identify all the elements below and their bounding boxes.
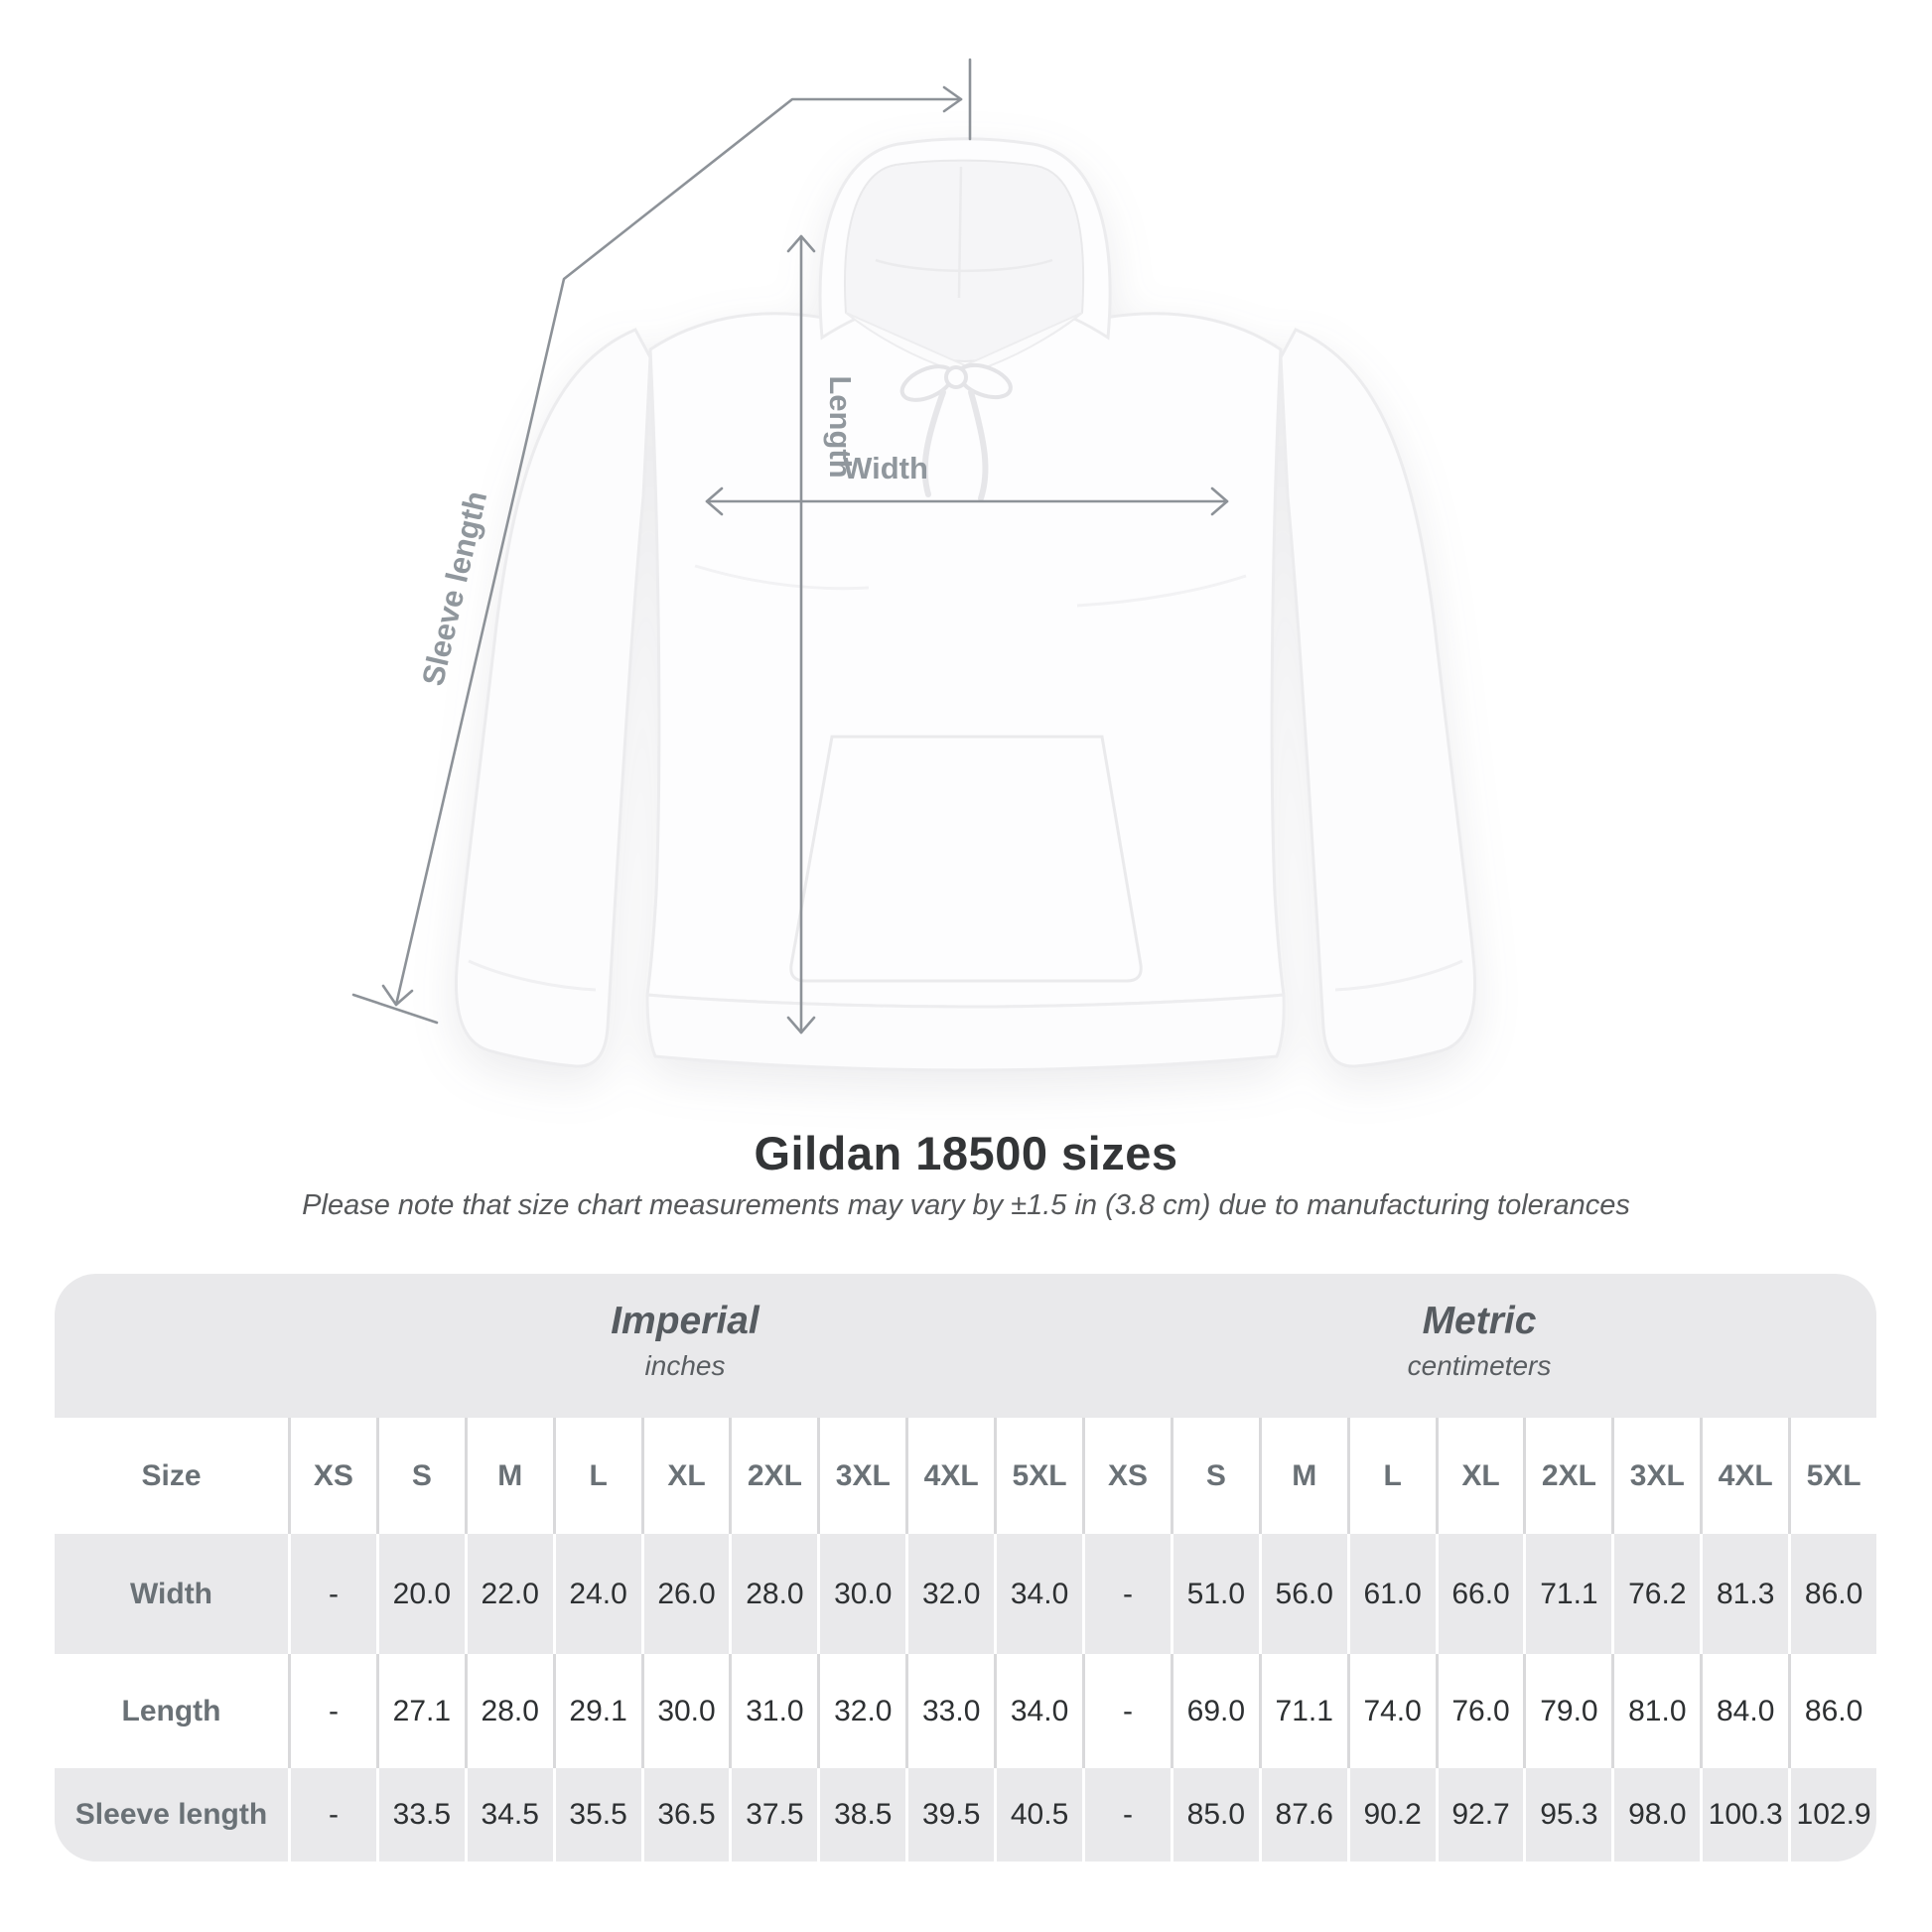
imperial-label: Imperial xyxy=(611,1300,759,1342)
sleeve-value-cell: 36.5 xyxy=(641,1768,730,1862)
length-row xyxy=(55,1654,1876,1768)
page-title: Gildan 18500 sizes xyxy=(754,1127,1178,1179)
length-value-cell: 84.0 xyxy=(1700,1654,1788,1768)
sleeve-value-cell: 34.5 xyxy=(465,1768,553,1862)
sleeve-value-cell: 38.5 xyxy=(817,1768,905,1862)
tolerance-note: Please note that size chart measurements may vary by ±1.5 in (3.8 cm) due to manufacturing tolerances xyxy=(302,1189,1630,1221)
sleeve-row-label: Sleeve length xyxy=(74,1798,268,1831)
length-value-cell: 31.0 xyxy=(729,1654,817,1768)
unit-band xyxy=(55,1274,1876,1418)
width-value-cell: 30.0 xyxy=(817,1534,905,1654)
hoodie-pocket xyxy=(791,737,1141,981)
width-value-cell: 86.0 xyxy=(1788,1534,1876,1654)
length-value-cell: 32.0 xyxy=(817,1654,905,1768)
size-column-header: S xyxy=(376,1418,465,1534)
width-value-cell: 76.2 xyxy=(1611,1534,1700,1654)
length-value-cell: 27.1 xyxy=(376,1654,465,1768)
sleeve-value-cell: - xyxy=(1082,1768,1171,1862)
length-value-cell: 86.0 xyxy=(1788,1654,1876,1768)
length-value-cell: 74.0 xyxy=(1347,1654,1436,1768)
sleeve-value-cell: 90.2 xyxy=(1347,1768,1436,1862)
size-column-header: XL xyxy=(641,1418,730,1534)
size-column-header: XL xyxy=(1436,1418,1524,1534)
width-value-cell: 71.1 xyxy=(1523,1534,1611,1654)
size-column-header: M xyxy=(465,1418,553,1534)
size-table xyxy=(55,1274,1876,1862)
sleeve-value-cell: 102.9 xyxy=(1788,1768,1876,1862)
width-value-cell: 20.0 xyxy=(376,1534,465,1654)
sleeve-value-cell: - xyxy=(288,1768,376,1862)
width-value-cell: 28.0 xyxy=(729,1534,817,1654)
imperial-unit: inches xyxy=(644,1349,726,1381)
length-row-label: Length xyxy=(121,1694,221,1727)
width-value-cell: 24.0 xyxy=(553,1534,641,1654)
width-value-cell: 51.0 xyxy=(1171,1534,1259,1654)
width-value-cell: 56.0 xyxy=(1259,1534,1347,1654)
length-value-cell: 69.0 xyxy=(1171,1654,1259,1768)
size-column-header: 5XL xyxy=(1788,1418,1876,1534)
sleeve-value-cell: 35.5 xyxy=(553,1768,641,1862)
width-value-cell: 34.0 xyxy=(994,1534,1082,1654)
sleeve-value-cell: 85.0 xyxy=(1171,1768,1259,1862)
size-header-label: Size xyxy=(141,1458,202,1492)
length-value-cell: 28.0 xyxy=(465,1654,553,1768)
length-value-cell: - xyxy=(1082,1654,1171,1768)
hoodie-illustration xyxy=(456,139,1474,1070)
length-value-cell: 29.1 xyxy=(553,1654,641,1768)
imperial-group xyxy=(288,1298,1082,1385)
length-value-cell: 33.0 xyxy=(905,1654,994,1768)
length-value-cell: 71.1 xyxy=(1259,1654,1347,1768)
width-label: Width xyxy=(843,451,928,485)
size-column-header: 4XL xyxy=(1700,1418,1788,1534)
length-value-cell: 34.0 xyxy=(994,1654,1082,1768)
metric-group xyxy=(1082,1298,1876,1385)
width-row xyxy=(55,1534,1876,1654)
size-column-header: L xyxy=(1347,1418,1436,1534)
sleeve-value-cell: 37.5 xyxy=(729,1768,817,1862)
sleeve-value-cell: 87.6 xyxy=(1259,1768,1347,1862)
sleeve-value-cell: 92.7 xyxy=(1436,1768,1524,1862)
width-value-cell: 66.0 xyxy=(1436,1534,1524,1654)
size-header-row xyxy=(55,1418,1876,1534)
metric-unit: centimeters xyxy=(1407,1349,1552,1381)
width-value-cell: 81.3 xyxy=(1700,1534,1788,1654)
hoodie-right-sleeve xyxy=(1281,330,1475,1066)
size-column-header: 2XL xyxy=(1523,1418,1611,1534)
hoodie-hem xyxy=(647,995,1284,1070)
length-value-cell: - xyxy=(288,1654,376,1768)
width-value-cell: 61.0 xyxy=(1347,1534,1436,1654)
length-value-cell: 76.0 xyxy=(1436,1654,1524,1768)
size-column-header: L xyxy=(553,1418,641,1534)
sleeve-length-label: Sleeve length xyxy=(415,487,494,689)
sleeve-value-cell: 98.0 xyxy=(1611,1768,1700,1862)
size-column-header: XS xyxy=(1082,1418,1171,1534)
sleeve-value-cell: 39.5 xyxy=(905,1768,994,1862)
hoodie-left-sleeve xyxy=(456,330,650,1066)
length-value-cell: 30.0 xyxy=(641,1654,730,1768)
size-column-header: M xyxy=(1259,1418,1347,1534)
size-column-header: 3XL xyxy=(1611,1418,1700,1534)
size-column-header: 5XL xyxy=(994,1418,1082,1534)
metric-label: Metric xyxy=(1422,1300,1537,1342)
width-row-label: Width xyxy=(129,1577,213,1610)
width-value-cell: 22.0 xyxy=(465,1534,553,1654)
width-value-cell: - xyxy=(288,1534,376,1654)
sleeve-value-cell: 33.5 xyxy=(376,1768,465,1862)
size-column-header: 2XL xyxy=(729,1418,817,1534)
length-value-cell: 79.0 xyxy=(1523,1654,1611,1768)
width-value-cell: 26.0 xyxy=(641,1534,730,1654)
length-value-cell: 81.0 xyxy=(1611,1654,1700,1768)
size-column-header: XS xyxy=(288,1418,376,1534)
length-label: Length xyxy=(823,375,858,479)
width-value-cell: 32.0 xyxy=(905,1534,994,1654)
sleeve-value-cell: 40.5 xyxy=(994,1768,1082,1862)
width-value-cell: - xyxy=(1082,1534,1171,1654)
size-column-header: S xyxy=(1171,1418,1259,1534)
sleeve-length-row xyxy=(55,1768,1876,1862)
size-column-header: 4XL xyxy=(905,1418,994,1534)
sleeve-value-cell: 95.3 xyxy=(1523,1768,1611,1862)
size-column-header: 3XL xyxy=(817,1418,905,1534)
sleeve-value-cell: 100.3 xyxy=(1700,1768,1788,1862)
